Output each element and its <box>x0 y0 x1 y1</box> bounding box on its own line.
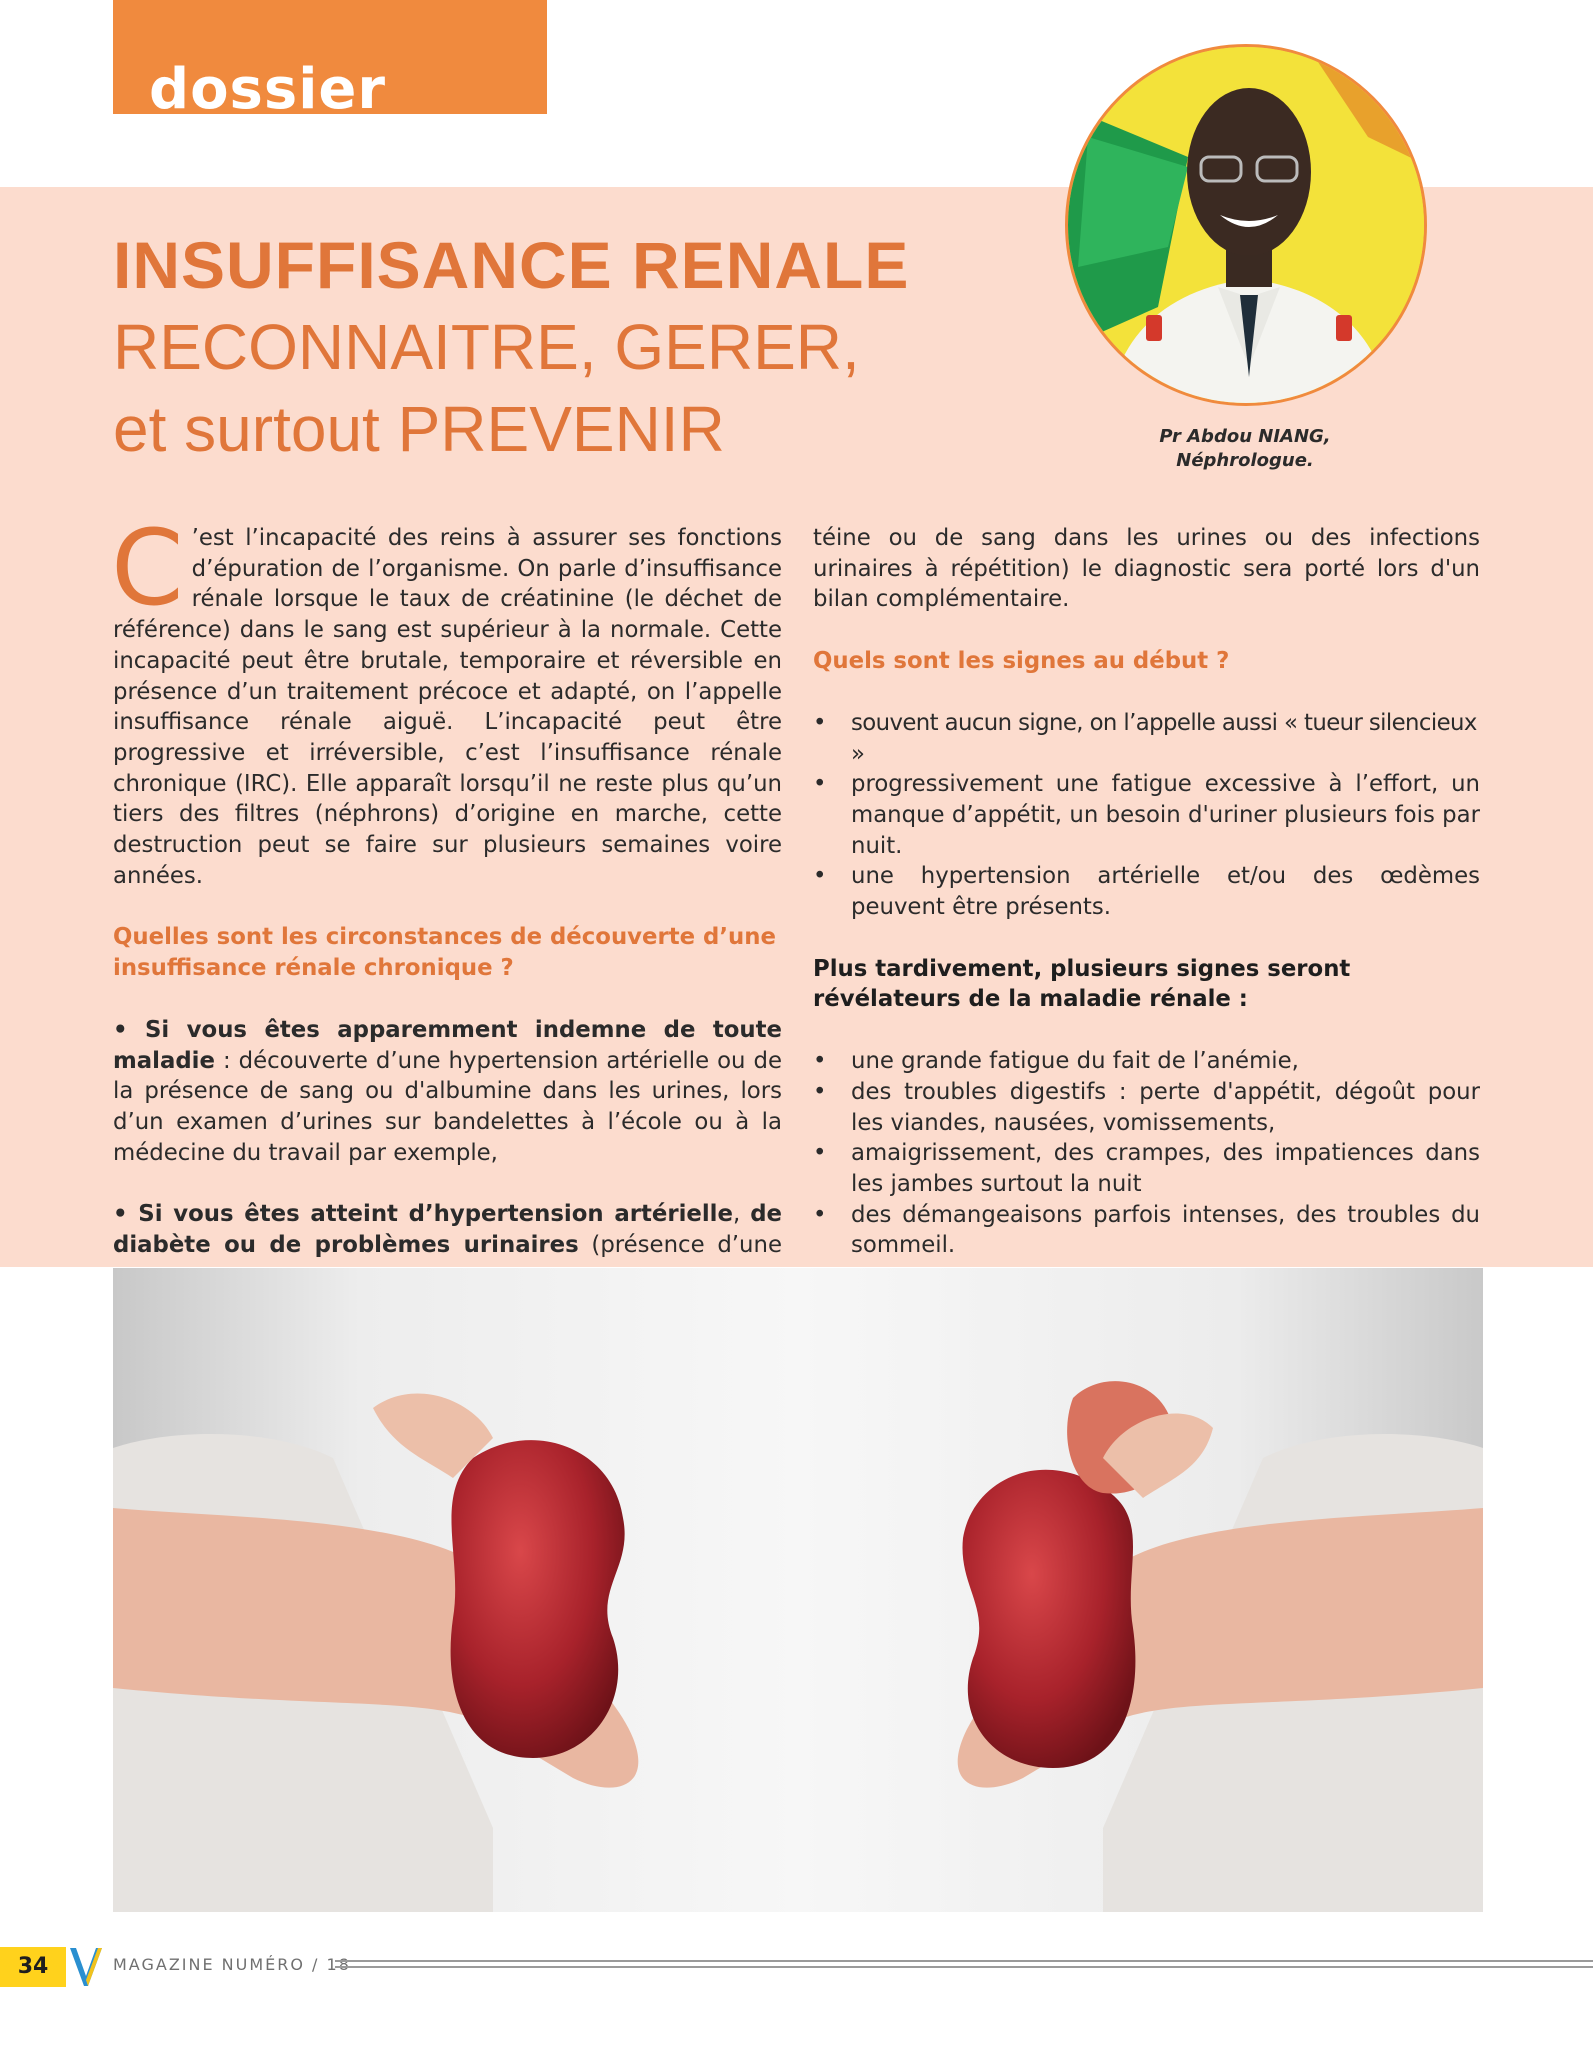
caption-name: Pr Abdou NIANG, <box>1159 426 1331 447</box>
discovery-item-1-bold: • Si vous êtes apparemment indemne de toute maladie <box>113 1016 782 1074</box>
continuation-paragraph: téine ou de sang dans les urines ou des infections urinaires à répétition) le diagnostic sera porté lors d'un bilan complémentaire. <box>813 525 1480 613</box>
late-signs-list <box>813 1046 1480 1261</box>
right-column <box>813 523 1480 1261</box>
intro-text: ’est l’incapacité des reins à assurer ses fonctions d’épuration de l’organisme. On parle d’insuffisance rénale lorsque le taux de créatinine (le déchet de référence) dans le sang est supérieur à la normale. Cette incapacité peut être brutale, temporaire et réversible en présence d’un traitement précoce et adapté, on l’appelle insuffisance rénale aiguë. L’incapacité peut être progressive et irréversible, c’est l’insuffisance rénale chronique (IRC). Elle apparaît lorsqu’il ne reste plus qu’un tiers des filtres (néphrons) d’origine en marche, cette destruction peut se faire sur plusieurs semaines voire années. <box>113 525 782 889</box>
drop-cap: C <box>111 507 184 629</box>
kidney-photo <box>113 1268 1483 1912</box>
title-line-1: INSUFFISANCE RENALE <box>113 228 910 302</box>
logo-icon <box>66 1944 106 1990</box>
author-portrait <box>1065 44 1427 406</box>
discovery-item-1 <box>113 1015 782 1169</box>
early-signs-list <box>813 708 1480 923</box>
discovery-item-2-text: (présence d’une <box>591 1232 782 1259</box>
discovery-item-2-sep: , <box>732 1201 751 1228</box>
list-item: • une hypertension artérielle et/ou des œdèmes peuvent être présents. <box>813 861 1480 922</box>
footer-rule <box>335 1960 1593 1968</box>
discovery-item-1-text: : découverte d’une hypertension artérielle ou de la présence de sang ou d'albumine dans les urines, lors d’un examen d’urines sur bandelettes à l’école ou à la médecine du travail par exemple, <box>113 1047 782 1166</box>
discovery-item-2-bold-a: • Si vous êtes atteint d’hypertension artérielle <box>113 1201 733 1228</box>
list-item: • des troubles digestifs : perte d'appétit, dégoût pour les viandes, nausées, vomissements, <box>813 1077 1480 1138</box>
left-column <box>111 507 782 1291</box>
kidney-photo-image <box>113 1268 1483 1912</box>
title-line-3: et surtout PREVENIR <box>113 393 725 465</box>
discovery-heading: Quelles sont les circonstances de découverte d’une insuffisance rénale chronique ? <box>113 924 776 982</box>
magazine-issue: MAGAZINE NUMÉRO / 18 <box>113 1955 351 1974</box>
section-label: dossier <box>149 57 387 114</box>
list-item: • souvent aucun signe, on l’appelle aussi « tueur silencieux » <box>813 708 1480 769</box>
list-item: • une grande fatigue du fait de l’anémie, <box>813 1046 1480 1077</box>
title-line-2: RECONNAITRE, GERER, <box>113 311 860 383</box>
discovery-item-2-bold-b: de diabète ou de problèmes urinaires <box>113 1201 782 1259</box>
portrait-image <box>1068 47 1427 406</box>
early-signs-heading: Quels sont les signes au début ? <box>813 648 1230 675</box>
page-number: 34 <box>0 1947 66 1987</box>
list-item: • des démangeaisons parfois intenses, des troubles du sommeil. <box>813 1200 1480 1261</box>
caption-role: Néphrologue. <box>1176 450 1314 471</box>
section-tab <box>113 0 547 114</box>
late-signs-heading: Plus tardivement, plusieurs signes seront révélateurs de la maladie rénale : <box>813 955 1351 1013</box>
list-item: • amaigrissement, des crampes, des impatiences dans les jambes surtout la nuit <box>813 1138 1480 1199</box>
portrait-caption <box>1110 425 1380 473</box>
list-item: • progressivement une fatigue excessive à l’effort, un manque d’appétit, un besoin d'uriner plusieurs fois par nuit. <box>813 769 1480 861</box>
article-title <box>113 224 909 470</box>
intro-paragraph <box>111 507 782 891</box>
